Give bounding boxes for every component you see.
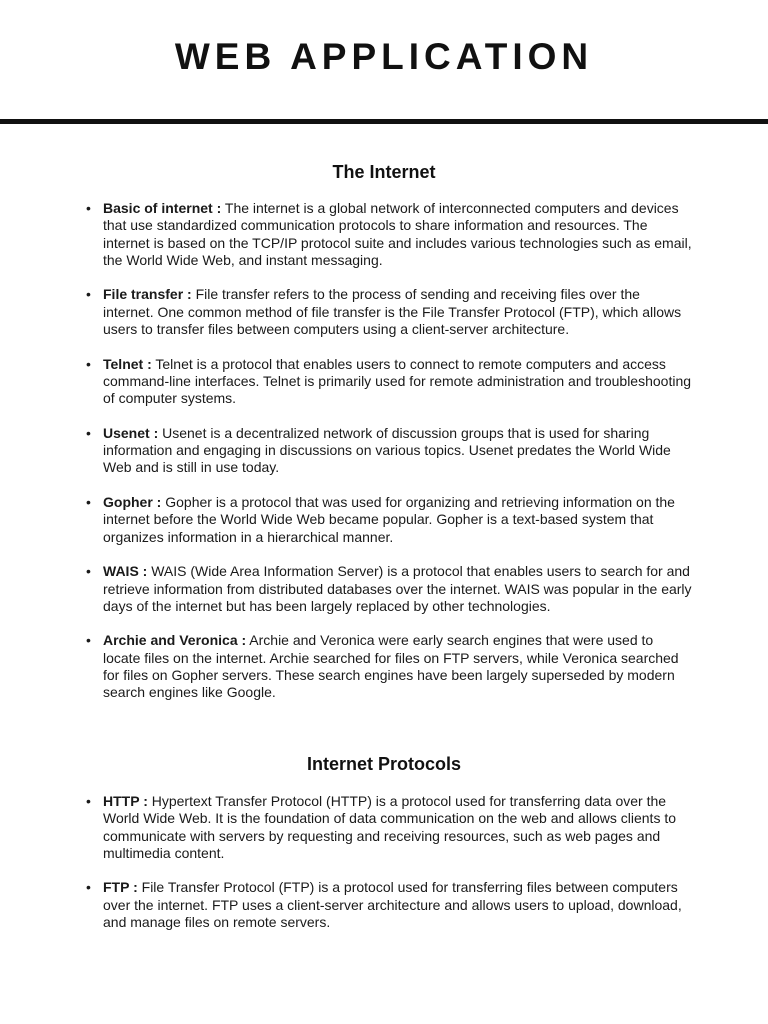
list-item <box>84 563 694 615</box>
bullet-icon: • <box>86 355 91 372</box>
protocols-list <box>84 793 694 949</box>
item-term: FTP : <box>103 879 138 896</box>
item-text: Gopher is a protocol that was used for organizing and retrieving information on the internet before the World Wide Web became popular. Gopher is a text-based system that organizes information in a hierarchical manner. <box>103 494 675 545</box>
bullet-icon: • <box>86 793 91 809</box>
item-term: Telnet : <box>103 355 152 372</box>
list-item <box>84 425 694 477</box>
item-text: File Transfer Protocol (FTP) is a protocol used for transferring files between computers over the internet. FTP uses a client-server architecture and allows users to upload, download, and manage files on remote servers. <box>103 879 682 931</box>
list-item <box>84 793 694 862</box>
item-term: Usenet : <box>103 424 159 441</box>
item-term: HTTP : <box>103 793 148 809</box>
list-item <box>84 286 694 338</box>
bullet-icon: • <box>86 494 91 511</box>
list-item <box>84 494 694 546</box>
item-text: File transfer refers to the process of sending and receiving files over the internet. One common method of file transfer is the File Transfer Protocol (FTP), which allows users to transfer files between computers using a client-server architecture. <box>103 286 682 338</box>
section-heading-internet: The Internet <box>332 162 436 182</box>
bullet-icon: • <box>86 879 91 896</box>
item-text: WAIS (Wide Area Information Server) is a protocol that enables users to search for and retrieve information from distributed databases over the internet. WAIS was popular in the early days of the internet but has been largely replaced by other technologies. <box>103 563 692 614</box>
item-term: WAIS : <box>103 563 148 580</box>
item-term: Basic of internet : <box>103 200 222 216</box>
bullet-icon: • <box>86 424 91 441</box>
internet-topics-list <box>84 200 694 719</box>
bullet-icon: • <box>86 200 91 216</box>
bullet-icon: • <box>86 563 91 580</box>
item-text: Archie and Veronica were early search engines that were used to locate files on the internet. Archie searched for files on FTP servers, while Veronica searched for files on Gopher servers. These search engines have been largely superseded by modern search engines like Google. <box>103 632 679 701</box>
list-item <box>84 200 694 269</box>
item-term: File transfer : <box>103 286 192 303</box>
title-divider <box>0 119 768 124</box>
item-text: Telnet is a protocol that enables users to connect to remote computers and access command-line interfaces. Telnet is primarily used for remote administration and troubleshooting of computer systems. <box>103 355 692 407</box>
item-term: Gopher : <box>103 494 162 511</box>
section-heading-protocols: Internet Protocols <box>306 754 462 774</box>
document-title: WEB APPLICATION <box>174 36 594 77</box>
bullet-icon: • <box>86 632 91 649</box>
bullet-icon: • <box>86 286 91 303</box>
list-item <box>84 879 694 931</box>
item-text: Hypertext Transfer Protocol (HTTP) is a protocol used for transferring data over the World Wide Web. It is the foundation of data communication on the web and allows clients to communicate with servers by requesting and receiving resources, such as web pages and multimedia content. <box>103 793 677 861</box>
list-item <box>84 632 694 701</box>
item-text: The internet is a global network of interconnected computers and devices that use standardized communication protocols to share information and resources. The internet is based on the TCP/IP protocol suite and includes various technologies such as email, the World Wide Web, and instant messaging. <box>103 200 692 268</box>
item-text: Usenet is a decentralized network of discussion groups that is used for sharing information and engaging in discussions on various topics. Usenet predates the World Wide Web and is still in use today. <box>103 424 671 476</box>
item-term: Archie and Veronica : <box>103 632 247 649</box>
list-item <box>84 356 694 408</box>
